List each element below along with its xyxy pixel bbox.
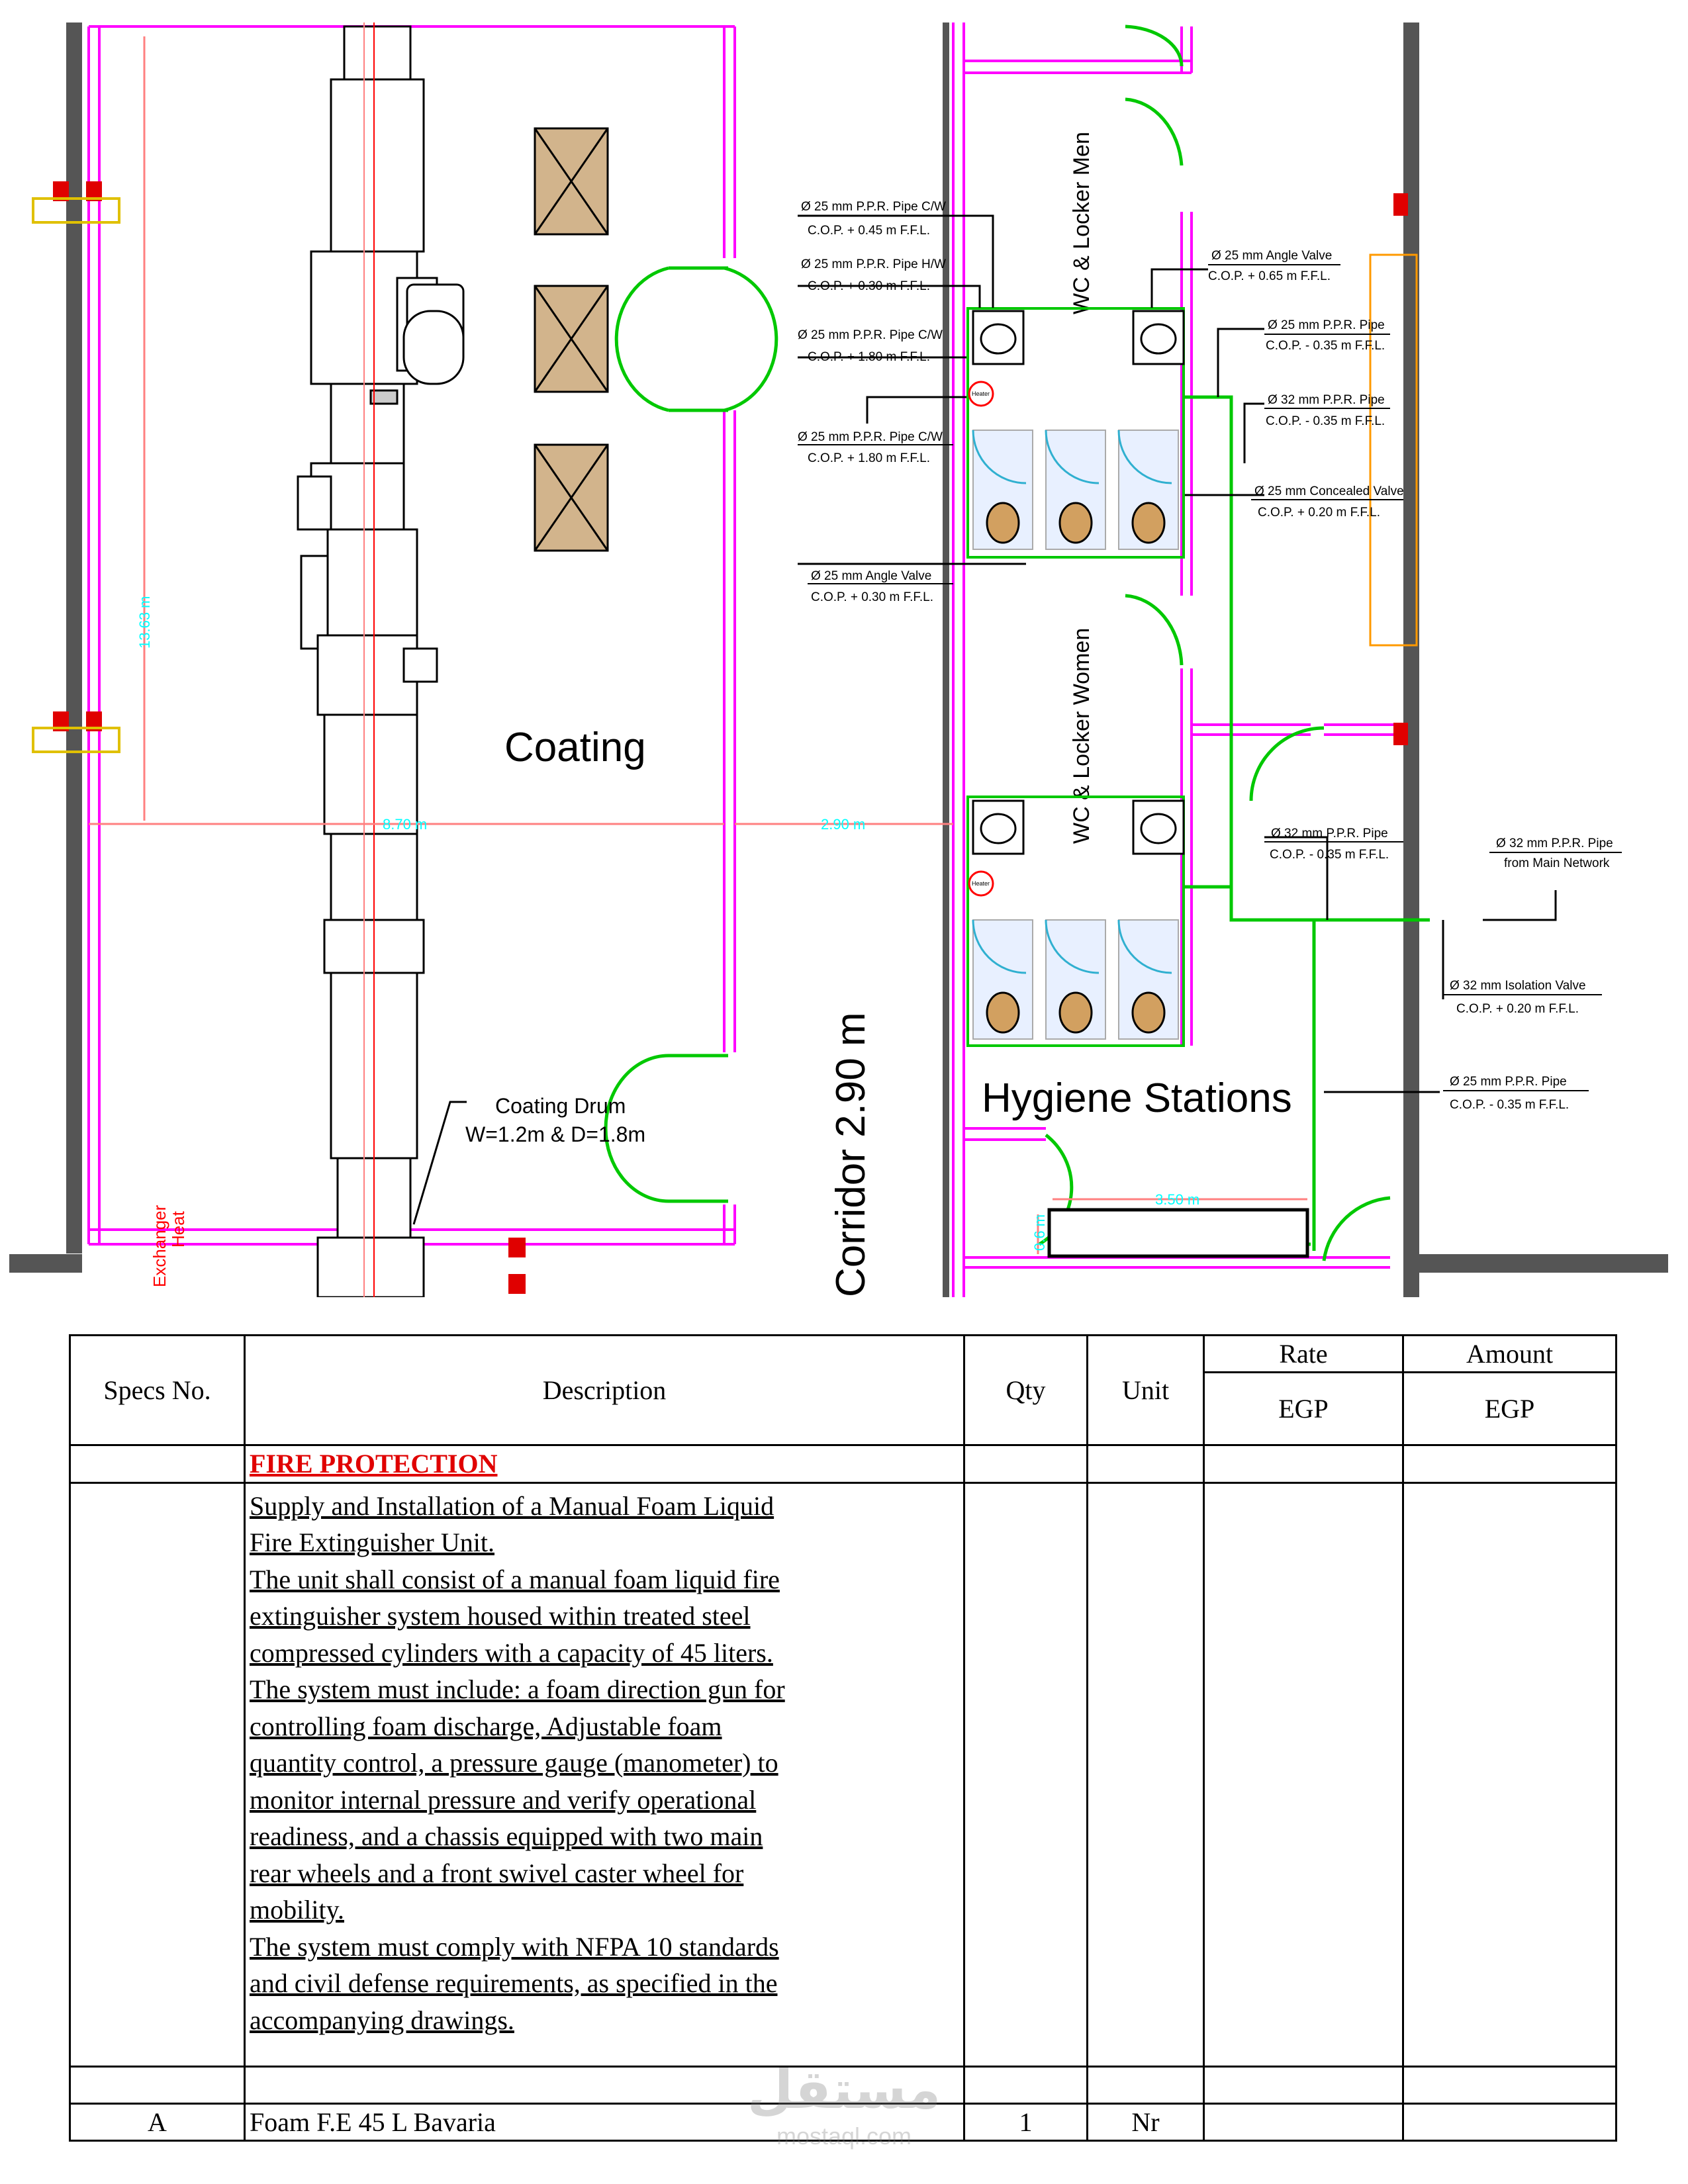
section-amount-cell	[1403, 1445, 1617, 1482]
item-description	[245, 1482, 964, 2066]
note-11-line2: from Main Network	[1504, 856, 1610, 870]
note-10-line1: Ø 32 mm P.P.R. Pipe	[1271, 827, 1388, 841]
description-line: The system must comply with NFPA 10 standards	[250, 1931, 779, 1962]
section-unit-cell	[1088, 1445, 1204, 1482]
amount-currency-header: EGP	[1403, 1373, 1617, 1445]
description-line: controlling foam discharge, Adjustable foam	[250, 1711, 722, 1741]
section-title: FIRE PROTECTION	[245, 1445, 964, 1482]
note-3-line1: Ø 25 mm P.P.R. Pipe C/W	[798, 328, 943, 342]
section-row	[70, 1445, 1617, 1482]
note-1-line1: Ø 25 mm P.P.R. Pipe C/W	[801, 200, 946, 214]
item-unit: Nr	[1088, 2103, 1204, 2140]
item-name: Foam F.E 45 L Bavaria	[245, 2103, 964, 2140]
qty-header: Qty	[964, 1336, 1088, 1445]
note-4-line2: C.O.P. + 1.80 m F.F.L.	[808, 451, 930, 465]
note-3-line2: C.O.P. + 1.80 m F.F.L.	[808, 350, 930, 364]
note-11-line1: Ø 32 mm P.P.R. Pipe	[1496, 837, 1613, 850]
storage-crates	[535, 128, 608, 551]
heater-label-women: Heater	[972, 880, 990, 887]
section-rate-cell	[1204, 1445, 1403, 1482]
description-line: and civil defense requirements, as specified in the	[250, 1968, 778, 1999]
note-1-line2: C.O.P. + 0.45 m F.F.L.	[808, 224, 930, 238]
section-qty-cell	[964, 1445, 1088, 1482]
description-line: readiness, and a chassis equipped with two main	[250, 1821, 763, 1852]
description-line: quantity control, a pressure gauge (manometer) to	[250, 1748, 778, 1778]
description-line: mobility.	[250, 1895, 344, 1925]
description-header: Description	[245, 1336, 964, 1445]
small-dimension-label: 0.6 m	[1031, 1214, 1048, 1251]
note-13-line2: C.O.P. - 0.35 m F.F.L.	[1450, 1098, 1570, 1112]
heater-label-men: Heater	[972, 390, 990, 397]
description-qty-cell	[964, 1482, 1088, 2066]
section-specs-cell	[70, 1445, 245, 1482]
note-12-line2: C.O.P. + 0.20 m F.F.L.	[1456, 1002, 1579, 1016]
wc-women-label: WC & Locker Women	[1069, 627, 1094, 844]
height-dimension-label: 13.63 m	[136, 596, 153, 649]
unit-header: Unit	[1088, 1336, 1204, 1445]
note-5-line1: Ø 25 mm Angle Valve	[811, 569, 932, 583]
hygiene-stations-label: Hygiene Stations	[982, 1075, 1292, 1121]
heat-exchanger-label: Heat	[168, 1211, 188, 1248]
note-8-line1: Ø 32 mm P.P.R. Pipe	[1268, 393, 1385, 407]
description-line: compressed cylinders with a capacity of 45 liters.	[250, 1637, 773, 1668]
description-rate-cell	[1204, 1482, 1403, 2066]
item-qty: 1	[964, 2103, 1088, 2140]
description-line: Supply and Installation of a Manual Foam Liquid	[250, 1490, 774, 1521]
description-line: The unit shall consist of a manual foam liquid fire	[250, 1564, 780, 1594]
note-6-line1: Ø 25 mm Angle Valve	[1211, 249, 1333, 263]
item-specs-no: A	[70, 2103, 245, 2140]
description-line: accompanying drawings.	[250, 2005, 514, 2035]
heat-exchanger-label-2: Exchanger	[150, 1205, 169, 1287]
specs-no-header: Specs No.	[70, 1336, 245, 1445]
watermark-latin: mostaql.com	[776, 2122, 912, 2150]
note-9-line2: C.O.P. + 0.20 m F.F.L.	[1258, 506, 1380, 520]
bill-of-quantities-table	[69, 1334, 1617, 2142]
header-row-1	[70, 1336, 1617, 1373]
description-line: Fire Extinguisher Unit.	[250, 1527, 494, 1558]
description-amount-cell	[1403, 1482, 1617, 2066]
note-9-line1: Ø 25 mm Concealed Valve	[1254, 484, 1404, 498]
description-specs-cell	[70, 1482, 245, 2066]
width-dimension-label: 8.70 m	[383, 816, 428, 833]
corridor-dimension-label: 2.90 m	[821, 816, 866, 833]
wc-men-label: WC & Locker Men	[1069, 132, 1094, 314]
description-line: The system must include: a foam direction gun for	[250, 1674, 785, 1705]
note-7-line2: C.O.P. - 0.35 m F.F.L.	[1266, 339, 1385, 353]
note-12-line1: Ø 32 mm Isolation Valve	[1450, 979, 1586, 993]
bench-dimension-label: 3.50 m	[1155, 1191, 1200, 1208]
amount-header: Amount	[1403, 1336, 1617, 1373]
description-row	[70, 1482, 1617, 2066]
description-line: monitor internal pressure and verify operational	[250, 1784, 757, 1815]
description-unit-cell	[1088, 1482, 1204, 2066]
note-4-line1: Ø 25 mm P.P.R. Pipe C/W	[798, 430, 943, 444]
mostaql-watermark	[735, 2052, 953, 2151]
note-6-line2: C.O.P. + 0.65 m F.F.L.	[1208, 269, 1331, 283]
item-amount	[1403, 2103, 1617, 2140]
rate-currency-header: EGP	[1204, 1373, 1403, 1445]
note-2-line1: Ø 25 mm P.P.R. Pipe H/W	[801, 257, 946, 271]
note-2-line2: C.O.P. + 0.30 m F.F.L.	[808, 279, 930, 293]
coating-drum-size-label: W=1.2m & D=1.8m	[465, 1122, 646, 1146]
bench	[1049, 1210, 1307, 1256]
description-line: rear wheels and a front swivel caster wheel for	[250, 1858, 744, 1888]
watermark-arabic: مستقل	[747, 2059, 941, 2120]
description-line: extinguisher system housed within treated steel	[250, 1601, 751, 1631]
coating-room-label: Coating	[504, 725, 646, 770]
note-5-line2: C.O.P. + 0.30 m F.F.L.	[811, 590, 933, 604]
coating-drum-label: Coating Drum	[495, 1094, 626, 1118]
item-rate	[1204, 2103, 1403, 2140]
note-13-line1: Ø 25 mm P.P.R. Pipe	[1450, 1075, 1567, 1089]
note-8-line2: C.O.P. - 0.35 m F.F.L.	[1266, 414, 1385, 428]
rate-header: Rate	[1204, 1336, 1403, 1373]
corridor-label: Corridor 2.90 m	[828, 1012, 874, 1297]
note-7-line1: Ø 25 mm P.P.R. Pipe	[1268, 318, 1385, 332]
note-10-line2: C.O.P. - 0.35 m F.F.L.	[1270, 848, 1389, 862]
